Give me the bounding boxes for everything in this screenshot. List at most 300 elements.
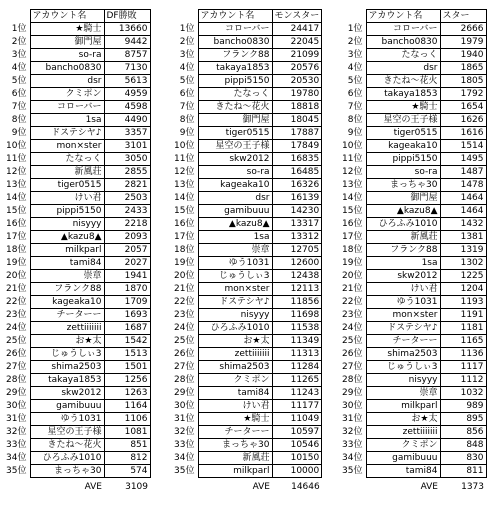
rank-cell[interactable]: 27位	[6, 362, 27, 372]
rank-cell[interactable]: 30位	[342, 401, 363, 411]
rank-cell[interactable]: 22位	[342, 297, 363, 307]
rank-cell[interactable]: 7位	[347, 102, 363, 112]
value-cell[interactable]: 1865	[440, 62, 486, 75]
account-name-cell[interactable]: skw2012	[30, 387, 104, 400]
account-name-cell[interactable]: dsr	[30, 75, 104, 88]
value-cell[interactable]: 4959	[104, 88, 150, 101]
account-name-cell[interactable]: コローバー	[198, 23, 272, 36]
value-cell[interactable]: 16835	[272, 153, 322, 166]
rank-cell[interactable]: 6位	[347, 89, 363, 99]
value-cell[interactable]: 10000	[272, 465, 322, 478]
account-name-cell[interactable]: 星空の王子様	[366, 114, 440, 127]
account-name-cell[interactable]: きたね～花火	[198, 101, 272, 114]
account-name-cell[interactable]: shima2503	[198, 361, 272, 374]
value-cell[interactable]: 812	[104, 452, 150, 465]
value-cell[interactable]: 1081	[104, 426, 150, 439]
account-name-cell[interactable]: tiger0515	[198, 127, 272, 140]
value-cell[interactable]: 811	[440, 465, 486, 478]
rank-cell[interactable]: 10位	[174, 141, 195, 151]
value-cell[interactable]: 9442	[104, 36, 150, 49]
account-name-cell[interactable]: まっちゃ30	[30, 465, 104, 478]
rank-cell[interactable]: 11位	[174, 154, 195, 164]
account-name-cell[interactable]: zettiiiiiii	[198, 348, 272, 361]
rank-cell[interactable]: 30位	[174, 401, 195, 411]
account-name-cell[interactable]: takaya1853	[198, 62, 272, 75]
value-cell[interactable]: 11265	[272, 374, 322, 387]
rank-cell[interactable]: 10位	[6, 141, 27, 151]
value-cell[interactable]: 895	[440, 413, 486, 426]
rank-cell[interactable]: 22位	[174, 297, 195, 307]
value-cell[interactable]: 1193	[440, 296, 486, 309]
account-name-cell[interactable]: 御門屋	[198, 114, 272, 127]
rank-cell[interactable]: 32位	[6, 427, 27, 437]
account-name-cell[interactable]: コローバー	[30, 101, 104, 114]
account-name-cell[interactable]: 崇章	[198, 244, 272, 257]
account-name-cell[interactable]: skw2012	[198, 153, 272, 166]
account-name-cell[interactable]: bancho0830	[30, 62, 104, 75]
value-cell[interactable]: 1106	[104, 413, 150, 426]
rank-cell[interactable]: 18位	[342, 245, 363, 255]
account-name-cell[interactable]: フランク88	[366, 244, 440, 257]
account-name-cell[interactable]: ひろふみ1010	[366, 218, 440, 231]
rank-cell[interactable]: 15位	[174, 206, 195, 216]
rank-header-cell[interactable]	[336, 10, 366, 23]
value-cell[interactable]: 11538	[272, 322, 322, 335]
account-name-cell[interactable]: フランク88	[30, 283, 104, 296]
rank-cell[interactable]: 22位	[6, 297, 27, 307]
rank-cell[interactable]: 1位	[11, 24, 27, 34]
account-name-cell[interactable]: ▲kazu8▲	[30, 231, 104, 244]
value-cell[interactable]: 1112	[440, 374, 486, 387]
rank-cell[interactable]: 31位	[6, 414, 27, 424]
value-cell[interactable]: 11856	[272, 296, 322, 309]
value-cell[interactable]: 4598	[104, 101, 150, 114]
rank-cell[interactable]: 1位	[347, 24, 363, 34]
rank-cell[interactable]: 10位	[342, 141, 363, 151]
rank-cell[interactable]: 18位	[6, 245, 27, 255]
value-cell[interactable]: 12438	[272, 270, 322, 283]
account-name-cell[interactable]: nisyyy	[30, 218, 104, 231]
value-cell[interactable]: 18045	[272, 114, 322, 127]
rank-cell[interactable]: 14位	[174, 193, 195, 203]
value-cell[interactable]: 1870	[104, 283, 150, 296]
value-cell[interactable]: 11349	[272, 335, 322, 348]
account-name-cell[interactable]: zettiiiiiii	[366, 426, 440, 439]
value-cell[interactable]: 7130	[104, 62, 150, 75]
value-cell[interactable]: 14230	[272, 205, 322, 218]
rank-cell[interactable]: 3位	[347, 50, 363, 60]
rank-cell[interactable]: 19位	[6, 258, 27, 268]
value-cell[interactable]: 5613	[104, 75, 150, 88]
account-name-cell[interactable]: チーターー	[198, 426, 272, 439]
rank-cell[interactable]: 18位	[174, 245, 195, 255]
value-cell[interactable]: 11698	[272, 309, 322, 322]
account-name-cell[interactable]: so-ra	[366, 166, 440, 179]
account-name-cell[interactable]: ドステシヤ♪	[366, 322, 440, 335]
value-cell[interactable]: 1432	[440, 218, 486, 231]
account-name-cell[interactable]: milkparl	[198, 465, 272, 478]
account-name-cell[interactable]: けい君	[366, 283, 440, 296]
rank-cell[interactable]: 16位	[174, 219, 195, 229]
rank-cell[interactable]: 25位	[174, 336, 195, 346]
account-name-cell[interactable]: 崇章	[30, 270, 104, 283]
account-name-cell[interactable]: so-ra	[30, 49, 104, 62]
account-name-cell[interactable]: 新風荘	[198, 452, 272, 465]
value-cell[interactable]: 19780	[272, 88, 322, 101]
account-name-cell[interactable]: まっちゃ30	[366, 179, 440, 192]
account-name-cell[interactable]: フランク88	[198, 49, 272, 62]
rank-cell[interactable]: 4位	[347, 63, 363, 73]
account-name-cell[interactable]: 星空の王子様	[30, 426, 104, 439]
rank-cell[interactable]: 23位	[6, 310, 27, 320]
rank-cell[interactable]: 27位	[174, 362, 195, 372]
average-label[interactable]: AVE	[84, 482, 102, 492]
rank-cell[interactable]: 12位	[174, 167, 195, 177]
rank-cell[interactable]: 3位	[179, 50, 195, 60]
account-name-cell[interactable]: takaya1853	[30, 374, 104, 387]
rank-cell[interactable]: 28位	[174, 375, 195, 385]
account-name-cell[interactable]: クミポン	[366, 439, 440, 452]
account-name-cell[interactable]: skw2012	[366, 270, 440, 283]
account-name-cell[interactable]: ドステシヤ♪	[30, 127, 104, 140]
rank-cell[interactable]: 34位	[6, 453, 27, 463]
average-label[interactable]: AVE	[252, 482, 270, 492]
value-cell[interactable]: 1626	[440, 114, 486, 127]
value-cell[interactable]: 11284	[272, 361, 322, 374]
value-cell[interactable]: 2503	[104, 192, 150, 205]
account-name-cell[interactable]: tami84	[366, 465, 440, 478]
value-cell[interactable]: 11243	[272, 387, 322, 400]
account-name-cell[interactable]: tiger0515	[366, 127, 440, 140]
rank-cell[interactable]: 24位	[342, 323, 363, 333]
rank-cell[interactable]: 34位	[342, 453, 363, 463]
value-cell[interactable]: 1136	[440, 348, 486, 361]
value-cell[interactable]: 12705	[272, 244, 322, 257]
value-cell[interactable]: 20530	[272, 75, 322, 88]
account-name-cell[interactable]: tiger0515	[30, 179, 104, 192]
rank-cell[interactable]: 4位	[179, 63, 195, 73]
account-name-cell[interactable]: お★太	[198, 335, 272, 348]
account-name-cell[interactable]: ★騎士	[30, 23, 104, 36]
rank-cell[interactable]: 21位	[6, 284, 27, 294]
value-cell[interactable]: 1654	[440, 101, 486, 114]
value-cell[interactable]: 1709	[104, 296, 150, 309]
rank-cell[interactable]: 12位	[6, 167, 27, 177]
value-cell[interactable]: 17887	[272, 127, 322, 140]
value-cell[interactable]: 1805	[440, 75, 486, 88]
account-name-cell[interactable]: tami84	[198, 387, 272, 400]
rank-cell[interactable]: 35位	[6, 466, 27, 476]
rank-cell[interactable]: 13位	[6, 180, 27, 190]
account-name-cell[interactable]: 御門屋	[30, 36, 104, 49]
rank-cell[interactable]: 17位	[174, 232, 195, 242]
account-name-cell[interactable]: kageaka10	[30, 296, 104, 309]
rank-cell[interactable]: 23位	[342, 310, 363, 320]
rank-cell[interactable]: 19位	[174, 258, 195, 268]
rank-cell[interactable]: 16位	[6, 219, 27, 229]
account-name-cell[interactable]: shima2503	[366, 348, 440, 361]
rank-cell[interactable]: 24位	[6, 323, 27, 333]
value-cell[interactable]: 2093	[104, 231, 150, 244]
rank-cell[interactable]: 21位	[342, 284, 363, 294]
rank-cell[interactable]: 31位	[174, 414, 195, 424]
account-name-cell[interactable]: たなっく	[198, 88, 272, 101]
account-name-cell[interactable]: mon×ster	[30, 140, 104, 153]
account-name-cell[interactable]: gamibuuu	[198, 205, 272, 218]
account-name-cell[interactable]: kageaka10	[198, 179, 272, 192]
rank-cell[interactable]: 30位	[6, 401, 27, 411]
value-cell[interactable]: 1225	[440, 270, 486, 283]
account-name-cell[interactable]: pippi5150	[198, 75, 272, 88]
value-cell[interactable]: 1513	[104, 348, 150, 361]
account-name-cell[interactable]: ゆう1031	[30, 413, 104, 426]
account-name-cell[interactable]: milkparl	[366, 400, 440, 413]
value-cell[interactable]: 3050	[104, 153, 150, 166]
account-name-cell[interactable]: 新風荘	[30, 166, 104, 179]
rank-cell[interactable]: 15位	[342, 206, 363, 216]
rank-cell[interactable]: 31位	[342, 414, 363, 424]
account-name-cell[interactable]: たなっく	[30, 153, 104, 166]
account-name-cell[interactable]: 崇章	[366, 387, 440, 400]
value-cell[interactable]: 20576	[272, 62, 322, 75]
value-cell[interactable]: 1165	[440, 335, 486, 348]
account-name-cell[interactable]: bancho0830	[198, 36, 272, 49]
account-name-cell[interactable]: zettiiiiiii	[30, 322, 104, 335]
value-cell[interactable]: 1940	[440, 49, 486, 62]
value-cell[interactable]: 13317	[272, 218, 322, 231]
rank-cell[interactable]: 5位	[11, 76, 27, 86]
rank-cell[interactable]: 6位	[11, 89, 27, 99]
value-cell[interactable]: 1381	[440, 231, 486, 244]
value-cell[interactable]: 13660	[104, 23, 150, 36]
account-name-cell[interactable]: お★太	[366, 413, 440, 426]
rank-cell[interactable]: 9位	[11, 128, 27, 138]
value-cell[interactable]: 989	[440, 400, 486, 413]
average-value[interactable]: 3109	[125, 482, 148, 492]
rank-cell[interactable]: 29位	[174, 388, 195, 398]
account-name-cell[interactable]: pippi5150	[366, 153, 440, 166]
value-cell[interactable]: 1792	[440, 88, 486, 101]
value-cell[interactable]: 1478	[440, 179, 486, 192]
rank-cell[interactable]: 4位	[11, 63, 27, 73]
value-cell[interactable]: 1319	[440, 244, 486, 257]
account-name-cell[interactable]: tami84	[30, 257, 104, 270]
rank-cell[interactable]: 20位	[174, 271, 195, 281]
rank-cell[interactable]: 26位	[174, 349, 195, 359]
value-cell[interactable]: 10597	[272, 426, 322, 439]
value-cell[interactable]: 1941	[104, 270, 150, 283]
account-name-cell[interactable]: 新風荘	[366, 231, 440, 244]
value-cell[interactable]: 18818	[272, 101, 322, 114]
value-cell[interactable]: 3101	[104, 140, 150, 153]
value-cell[interactable]: 830	[440, 452, 486, 465]
value-cell[interactable]: 11049	[272, 413, 322, 426]
account-name-cell[interactable]: 御門屋	[366, 192, 440, 205]
account-name-cell[interactable]: けい君	[198, 400, 272, 413]
value-cell[interactable]: 1979	[440, 36, 486, 49]
rank-cell[interactable]: 8位	[347, 115, 363, 125]
value-cell[interactable]: 1032	[440, 387, 486, 400]
rank-cell[interactable]: 32位	[342, 427, 363, 437]
rank-cell[interactable]: 23位	[174, 310, 195, 320]
rank-cell[interactable]: 13位	[342, 180, 363, 190]
value-cell[interactable]: 1164	[104, 400, 150, 413]
value-cell[interactable]: 17849	[272, 140, 322, 153]
average-label[interactable]: AVE	[420, 482, 438, 492]
account-name-cell[interactable]: dsr	[366, 62, 440, 75]
value-cell[interactable]: 1256	[104, 374, 150, 387]
value-cell[interactable]: 1693	[104, 309, 150, 322]
rank-cell[interactable]: 29位	[342, 388, 363, 398]
account-name-cell[interactable]: たなっく	[366, 49, 440, 62]
account-name-cell[interactable]: お★太	[30, 335, 104, 348]
rank-cell[interactable]: 27位	[342, 362, 363, 372]
rank-cell[interactable]: 24位	[174, 323, 195, 333]
account-name-cell[interactable]: milkparl	[30, 244, 104, 257]
rank-cell[interactable]: 21位	[174, 284, 195, 294]
value-cell[interactable]: 2433	[104, 205, 150, 218]
value-cell[interactable]: 1181	[440, 322, 486, 335]
value-cell[interactable]: 4490	[104, 114, 150, 127]
rank-cell[interactable]: 2位	[11, 37, 27, 47]
rank-cell[interactable]: 8位	[179, 115, 195, 125]
rank-cell[interactable]: 7位	[11, 102, 27, 112]
account-name-cell[interactable]: gamibuuu	[30, 400, 104, 413]
account-name-header[interactable]: アカウント名	[30, 10, 104, 23]
account-name-cell[interactable]: きたね～花火	[366, 75, 440, 88]
value-header[interactable]: スター	[440, 10, 486, 23]
value-cell[interactable]: 11313	[272, 348, 322, 361]
account-name-cell[interactable]: ▲kazu8▲	[366, 205, 440, 218]
rank-cell[interactable]: 14位	[342, 193, 363, 203]
account-name-cell[interactable]: チーターー	[30, 309, 104, 322]
value-cell[interactable]: 1616	[440, 127, 486, 140]
value-cell[interactable]: 1464	[440, 205, 486, 218]
rank-cell[interactable]: 35位	[174, 466, 195, 476]
value-header[interactable]: DF勝敗	[104, 10, 150, 23]
value-cell[interactable]: 1302	[440, 257, 486, 270]
value-cell[interactable]: 10546	[272, 439, 322, 452]
value-cell[interactable]: 2666	[440, 23, 486, 36]
rank-cell[interactable]: 14位	[6, 193, 27, 203]
value-cell[interactable]: 12600	[272, 257, 322, 270]
value-cell[interactable]: 16326	[272, 179, 322, 192]
account-name-cell[interactable]: ドステシヤ♪	[198, 296, 272, 309]
account-name-cell[interactable]: チーターー	[366, 335, 440, 348]
rank-cell[interactable]: 17位	[6, 232, 27, 242]
value-cell[interactable]: 1204	[440, 283, 486, 296]
rank-cell[interactable]: 25位	[6, 336, 27, 346]
account-name-cell[interactable]: ゆう1031	[198, 257, 272, 270]
rank-cell[interactable]: 20位	[342, 271, 363, 281]
average-value[interactable]: 14646	[291, 482, 320, 492]
rank-cell[interactable]: 33位	[6, 440, 27, 450]
account-name-cell[interactable]: 1sa	[198, 231, 272, 244]
rank-cell[interactable]: 26位	[342, 349, 363, 359]
account-name-cell[interactable]: じゅうしぃ3	[30, 348, 104, 361]
account-name-cell[interactable]: ★騎士	[198, 413, 272, 426]
average-value[interactable]: 1373	[461, 482, 484, 492]
rank-cell[interactable]: 6位	[179, 89, 195, 99]
account-name-cell[interactable]: kageaka10	[366, 140, 440, 153]
rank-cell[interactable]: 35位	[342, 466, 363, 476]
rank-cell[interactable]: 33位	[174, 440, 195, 450]
rank-cell[interactable]: 33位	[342, 440, 363, 450]
account-name-cell[interactable]: shima2503	[30, 361, 104, 374]
value-cell[interactable]: 1542	[104, 335, 150, 348]
value-cell[interactable]: 21099	[272, 49, 322, 62]
value-cell[interactable]: 851	[104, 439, 150, 452]
account-name-header[interactable]: アカウント名	[198, 10, 272, 23]
value-cell[interactable]: 16139	[272, 192, 322, 205]
value-cell[interactable]: 8757	[104, 49, 150, 62]
account-name-cell[interactable]: 1sa	[366, 257, 440, 270]
rank-cell[interactable]: 1位	[179, 24, 195, 34]
account-name-cell[interactable]: ▲kazu8▲	[198, 218, 272, 231]
value-cell[interactable]: 1464	[440, 192, 486, 205]
account-name-cell[interactable]: gamibuuu	[366, 452, 440, 465]
rank-cell[interactable]: 17位	[342, 232, 363, 242]
value-cell[interactable]: 1501	[104, 361, 150, 374]
account-name-cell[interactable]: コローバー	[366, 23, 440, 36]
value-cell[interactable]: 2218	[104, 218, 150, 231]
rank-cell[interactable]: 28位	[6, 375, 27, 385]
value-cell[interactable]: 3357	[104, 127, 150, 140]
account-name-cell[interactable]: pippi5150	[30, 205, 104, 218]
rank-cell[interactable]: 32位	[174, 427, 195, 437]
rank-cell[interactable]: 26位	[6, 349, 27, 359]
account-name-cell[interactable]: きたね～花火	[30, 439, 104, 452]
value-header[interactable]: モンスター	[272, 10, 322, 23]
account-name-cell[interactable]: クミポン	[198, 374, 272, 387]
account-name-cell[interactable]: ひろふみ1010	[198, 322, 272, 335]
value-cell[interactable]: 1495	[440, 153, 486, 166]
account-name-cell[interactable]: ★騎士	[366, 101, 440, 114]
account-name-cell[interactable]: nisyyy	[198, 309, 272, 322]
rank-header-cell[interactable]	[0, 10, 30, 23]
value-cell[interactable]: 2821	[104, 179, 150, 192]
account-name-cell[interactable]: 星空の王子様	[198, 140, 272, 153]
account-name-cell[interactable]: dsr	[198, 192, 272, 205]
value-cell[interactable]: 848	[440, 439, 486, 452]
account-name-cell[interactable]: クミポン	[30, 88, 104, 101]
value-cell[interactable]: 11177	[272, 400, 322, 413]
rank-cell[interactable]: 16位	[342, 219, 363, 229]
value-cell[interactable]: 1487	[440, 166, 486, 179]
account-name-cell[interactable]: bancho0830	[366, 36, 440, 49]
rank-cell[interactable]: 3位	[11, 50, 27, 60]
value-cell[interactable]: 856	[440, 426, 486, 439]
value-cell[interactable]: 1117	[440, 361, 486, 374]
rank-cell[interactable]: 9位	[347, 128, 363, 138]
account-name-cell[interactable]: まっちゃ30	[198, 439, 272, 452]
rank-cell[interactable]: 11位	[6, 154, 27, 164]
value-cell[interactable]: 1191	[440, 309, 486, 322]
account-name-cell[interactable]: nisyyy	[366, 374, 440, 387]
rank-cell[interactable]: 25位	[342, 336, 363, 346]
value-cell[interactable]: 2057	[104, 244, 150, 257]
rank-cell[interactable]: 19位	[342, 258, 363, 268]
rank-cell[interactable]: 20位	[6, 271, 27, 281]
value-cell[interactable]: 16485	[272, 166, 322, 179]
rank-cell[interactable]: 5位	[347, 76, 363, 86]
account-name-cell[interactable]: ゆう1031	[366, 296, 440, 309]
value-cell[interactable]: 1263	[104, 387, 150, 400]
rank-cell[interactable]: 2位	[179, 37, 195, 47]
account-name-cell[interactable]: じゅうしぃ3	[198, 270, 272, 283]
rank-cell[interactable]: 5位	[179, 76, 195, 86]
rank-cell[interactable]: 8位	[11, 115, 27, 125]
